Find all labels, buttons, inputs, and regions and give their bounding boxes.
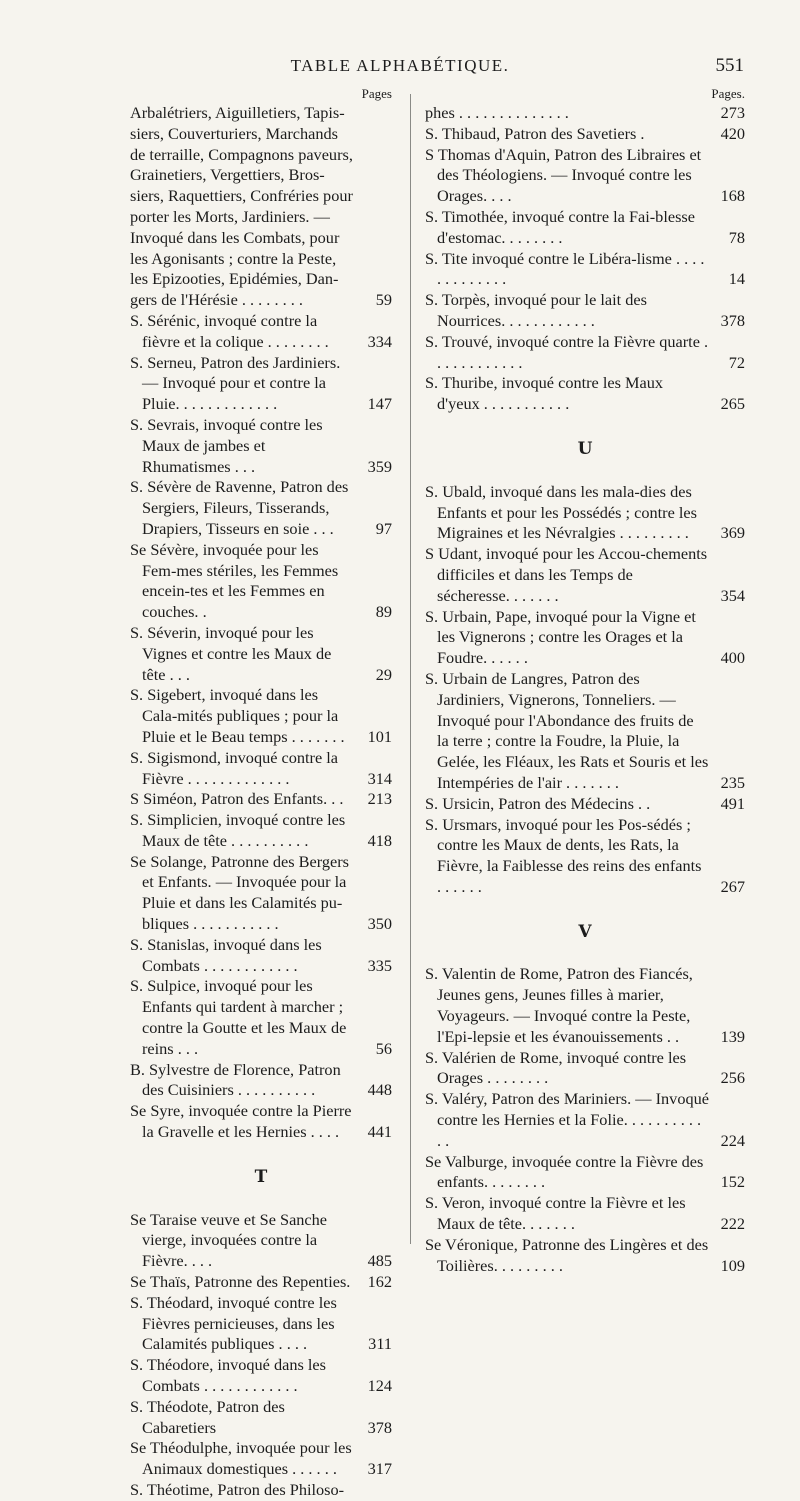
entry-text: S. Veron, invoqué contre la Fièvre et les Maux de tête. . . . . . . [425,1193,686,1234]
entry-text: S. Théodore, invoqué dans les Combats . . . . . . . . . . . . [130,1355,326,1396]
index-entry [130,623,392,685]
index-entry [130,1293,392,1355]
entry-page-number: 168 [720,186,745,206]
pages-label-right: Pages. [711,86,745,101]
index-entry [130,1480,392,1501]
index-entry [425,290,745,332]
entry-text: S. Valentin de Rome, Patron des Fiancés, Jeunes gens, Jeunes filles à marier, Voyageurs. — Invoqué contre la Peste, l'Epi-lepsie et les évanouissements . . [425,964,693,1046]
index-entry [130,810,392,852]
entry-page-number: 311 [368,1334,392,1354]
entry-text: S. Urbain de Langres, Patron des Jardiniers, Vignerons, Tonneliers. — Invoqué pour l'Abondance des fruits de la terre ; contre la Foudre, la Pluie, la Gelée, les Fléaux, les Rats et Souris et les Intempéries de l'air . . . . . . . [425,668,709,792]
section-letter-u: U [577,438,593,459]
entry-text: Se Véronique, Patronne des Lingères et des Toilières. . . . . . . . . [425,1234,709,1275]
entries-u-list [425,482,745,898]
index-entry [130,1060,392,1102]
entry-page-number: 14 [728,269,745,289]
entry-page-number: 334 [367,331,392,351]
entry-page-number: 97 [375,518,392,538]
entry-page-number: 273 [720,103,745,122]
index-entry [130,353,392,415]
index-entry [425,964,745,1047]
entries-s-list [130,103,392,1143]
index-entry [130,477,392,539]
entry-text: Se Valburge, invoquée contre la Fièvre des enfants. . . . . . . . [425,1151,704,1192]
page-number: 551 [715,55,744,76]
index-entry [130,1210,392,1272]
entry-page-number: 222 [720,1214,745,1234]
entry-page-number: 152 [720,1172,745,1192]
index-entry [425,1152,745,1194]
entry-text: phes . . . . . . . . . . . . . . [425,103,569,122]
entry-text: B. Sylvestre de Florence, Patron des Cuisiniers . . . . . . . . . . [130,1059,341,1100]
index-entry [130,748,392,790]
index-entry [130,852,392,935]
entries-t-list [130,1210,392,1501]
entry-page-number: 59 [375,290,392,310]
index-entry [425,669,745,794]
index-entry [425,373,745,415]
entry-page-number: 109 [720,1255,745,1275]
entry-text: S Udant, invoqué pour les Accou-chements difficiles et dans les Temps de sécheresse. . . . . . . [425,544,708,605]
entry-page-number: 418 [367,830,392,850]
entry-page-number: 359 [367,456,392,476]
entry-text: S. Sigebert, invoqué dans les Cala-mités publiques ; pour la Pluie et le Beau temps . . . . . . . [130,685,345,746]
entry-page-number: 89 [375,602,392,622]
index-entry [425,1089,745,1151]
entry-page-number: 485 [367,1251,392,1271]
index-entry [130,935,392,977]
index-entry [130,415,392,477]
entry-page-number: 256 [720,1068,745,1088]
index-entry [425,332,745,374]
index-entry [425,103,745,124]
entry-text: Se Syre, invoquée contre la Pierre la Gravelle et les Hernies . . . . [130,1101,352,1142]
index-entry [130,685,392,747]
index-entry [130,1355,392,1397]
entry-page-number: 224 [720,1130,745,1150]
entry-page-number: 101 [367,726,392,746]
index-entry [130,311,392,353]
left-column [130,86,392,1501]
index-entry [425,1235,745,1277]
entry-text: S. Sérénic, invoqué contre la fièvre et la colique . . . . . . . . [130,310,329,351]
entry-text: S. Thibaud, Patron des Savetiers . [425,123,645,143]
entry-page-number: 78 [728,227,745,247]
entry-text: S Thomas d'Aquin, Patron des Libraires et des Théologiens. — Invoqué contre les Orages. . . . [425,144,702,206]
entry-page-number: 448 [367,1080,392,1100]
entry-page-number: 369 [720,523,745,543]
entry-page-number: 147 [367,394,392,414]
entry-page-number: 420 [720,123,745,143]
entry-page-number: 265 [720,394,745,414]
index-entry [425,544,745,606]
section-letter-t: T [254,1166,268,1187]
entry-text: S. Torpès, invoqué pour le lait des Nourrices. . . . . . . . . . . . [425,290,647,330]
index-entry [130,976,392,1059]
entry-text: S. Théodote, Patron des Cabaretiers [130,1396,285,1437]
index-entry [130,103,392,311]
entry-text: S. Théodard, invoqué contre les Fièvres pernicieuses, dans les Calamités publiques . . . . [130,1292,337,1354]
entry-page-number: 29 [375,664,392,684]
entry-text: Se Solange, Patronne des Bergers et Enfants. — Invoquée pour la Pluie et dans les Calamités pu-bliques . . . . . . . . . . . [130,851,350,934]
entry-text: S. Sigismond, invoqué contre la Fièvre . . . . . . . . . . . . . [130,747,339,788]
entry-text: S. Trouvé, invoqué contre la Fièvre quarte . . . . . . . . . . . . [425,331,709,372]
entry-text: S. Tite invoqué contre le Libéra-lisme . . . . . . . . . . . . . [425,248,705,289]
entry-text: S. Timothée, invoqué contre la Fai-blesse d'estomac. . . . . . . . [425,206,695,247]
entry-text: Arbalétriers, Aiguilletiers, Tapis-siers, Couverturiers, Marchands de terraille, Compagnons paveurs, Grainetiers, Vergettiers, Bros-siers, Raquettiers, Confréries pour porter les Morts, Jardiniers. — Invoqué dans les Combats, pour les Agonisants ; contre la Peste, les Epizooties, Epidémies, Dan-gers de l'Hérésie . . . . . . . . [130,103,353,310]
right-column [425,86,745,1276]
index-entry [130,1397,392,1439]
index-entry [130,1101,392,1143]
entry-text: S. Urbain, Pape, invoqué pour la Vigne et les Vignerons ; contre les Orages et la Foudre. . . . . . [425,606,696,668]
entry-text: S. Simplicien, invoqué contre les Maux de tête . . . . . . . . . . [130,810,346,850]
index-entry [425,815,745,898]
entry-page-number: 72 [728,352,745,372]
entry-text: Se Thaïs, Patronne des Repenties. [130,1272,351,1292]
index-entry [425,1193,745,1235]
entry-text: S. Ubald, invoqué dans les mala-dies des Enfants et pour les Possédés ; contre les Migraines et les Névralgies . . . . . . . . . [425,481,697,543]
entry-page-number: 354 [720,585,745,605]
entry-text: S. Valéry, Patron des Mariniers. — Invoqué contre les Hernies et la Folie. . . . . . . . . . . . [425,1089,709,1150]
entry-text: S. Sulpice, invoqué pour les Enfants qui tardent à marcher ; contre la Goutte et les Maux de reins . . . [130,976,347,1058]
entry-page-number: 267 [720,876,745,896]
index-entry [425,145,745,207]
section-letter-v: V [578,921,592,942]
entries-v-list [425,964,745,1276]
index-entry [425,207,745,249]
entry-text: S Siméon, Patron des Enfants. . . [130,789,344,809]
entry-page-number: 350 [367,914,392,934]
entry-page-number: 235 [720,772,745,792]
entry-page-number: 162 [367,1272,392,1292]
entry-text: S. Sevrais, invoqué contre les Maux de jambes et Rhumatismes . . . [130,414,323,476]
entry-text: Se Théodulphe, invoquée pour les Animaux domestiques . . . . . . [130,1438,352,1479]
entry-text: S. Thuribe, invoqué contre les Maux d'yeux . . . . . . . . . . . [425,373,663,414]
index-entry [425,794,745,815]
entry-text: Se Taraise veuve et Se Sanche vierge, invoquées contre la Fièvre. . . . [130,1209,328,1271]
entry-page-number: 317 [367,1459,392,1479]
entry-page-number: 314 [367,768,392,788]
column-divider [410,94,411,1244]
index-entry [425,482,745,544]
entry-page-number: 335 [367,955,392,975]
index-entry [130,1438,392,1480]
entry-text: S. Théotime, Patron des Philoso- [130,1480,345,1499]
index-entry [425,249,745,291]
entry-page-number: 491 [720,793,745,813]
entry-text: S. Serneu, Patron des Jardiniers. — Invoqué pour et contre la Pluie. . . . . . . . . . . . . [130,352,341,414]
entry-text: S. Stanislas, invoqué dans les Combats . . . . . . . . . . . . [130,934,322,975]
entry-text: S. Séverin, invoqué pour les Vignes et contre les Maux de tête . . . [130,622,332,684]
entry-text: Se Sévère, invoquée pour les Fem-mes stériles, les Femmes encein-tes et les Femmes en couches. . [130,539,339,622]
index-entry [130,1272,392,1293]
index-entry [425,124,745,145]
entry-page-number: 56 [375,1038,392,1058]
entry-page-number: 378 [720,310,745,330]
index-entry [130,540,392,623]
entries-t-cont-list [425,103,745,415]
running-title: TABLE ALPHABÉTIQUE. [290,56,510,75]
entry-page-number: 441 [367,1122,392,1142]
entry-page-number: 378 [367,1417,392,1437]
entry-page-number: 213 [367,789,392,809]
index-entry [130,789,392,810]
entry-page-number: 400 [720,648,745,668]
index-entry [425,607,745,669]
entry-text: S. Ursicin, Patron des Médecins . . [425,793,651,813]
entry-page-number: 139 [720,1026,745,1046]
entry-text: S. Ursmars, invoqué pour les Pos-sédés ; contre les Maux de dents, les Rats, la Fièvre, la Faiblesse des reins des enfants . . . . . . [425,814,702,896]
entry-page-number: 124 [367,1376,392,1396]
entry-text: S. Valérien de Rome, invoqué contre les Orages . . . . . . . . [425,1047,687,1088]
index-entry [425,1048,745,1090]
entry-text: S. Sévère de Ravenne, Patron des Sergiers, Fileurs, Tisserands, Drapiers, Tisseurs en soie . . . [130,477,349,538]
pages-label: Pages [361,86,392,101]
